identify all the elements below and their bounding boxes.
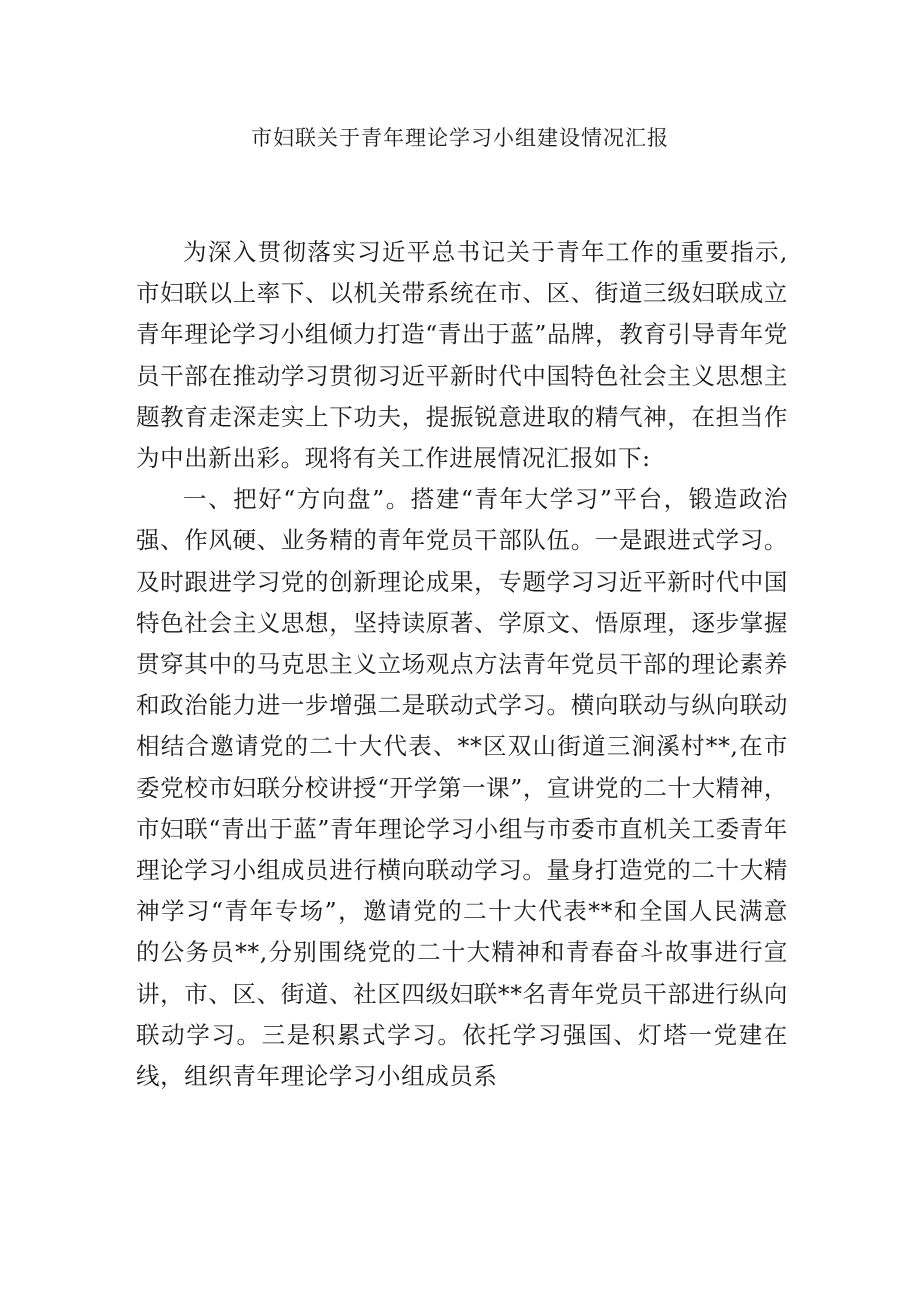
section-one-paragraph: 一、把好“方向盘”。搭建“青年大学习”平台，锻造政治强、作风硬、业务精的青年党员干部队伍。一是跟进式学习。及时跟进学习党的创新理论成果，专题学习习近平新时代中国特色社会主义思想，坚持读原著、学原文、悟原理，逐步掌握贯穿其中的马克思主义立场观点方法青年党员干部的理论素养和政治能力进一步增强二是联动式学习。横向联动与纵向联动相结合邀请党的二十大代表、**区双山街道三涧溪村**,在市委党校市妇联分校讲授“开学第一课”，宣讲党的二十大精神，市妇联“青出于蓝”青年理论学习小组与市委市直机关工委青年理论学习小组成员进行横向联动学习。量身打造党的二十大精神学习“青年专场”，邀请党的二十大代表**和全国人民满意的公务员**,分别围绕党的二十大精神和青春奋斗故事进行宣讲，市、区、街道、社区四级妇联**名青年党员干部进行纵向联动学习。三是积累式学习。依托学习强国、灯塔一党建在线，组织青年理论学习小组成员系 [136,485,788,1091]
document-title: 市妇联关于青年理论学习小组建设情况汇报 [251,126,669,150]
intro-paragraph: 为深入贯彻落实习近平总书记关于青年工作的重要指示,市妇联以上率下、以机关带系统在市、区、街道三级妇联成立青年理论学习小组倾力打造“青出于蓝”品牌，教育引导青年党员干部在推动学习贯彻习近平新时代中国特色社会主义思想主题教育走深走实上下功夫，提振锐意进取的精气神，在担当作为中出新出彩。现将有关工作进展情况汇报如下: [136,238,788,473]
document-body [136,232,788,1097]
